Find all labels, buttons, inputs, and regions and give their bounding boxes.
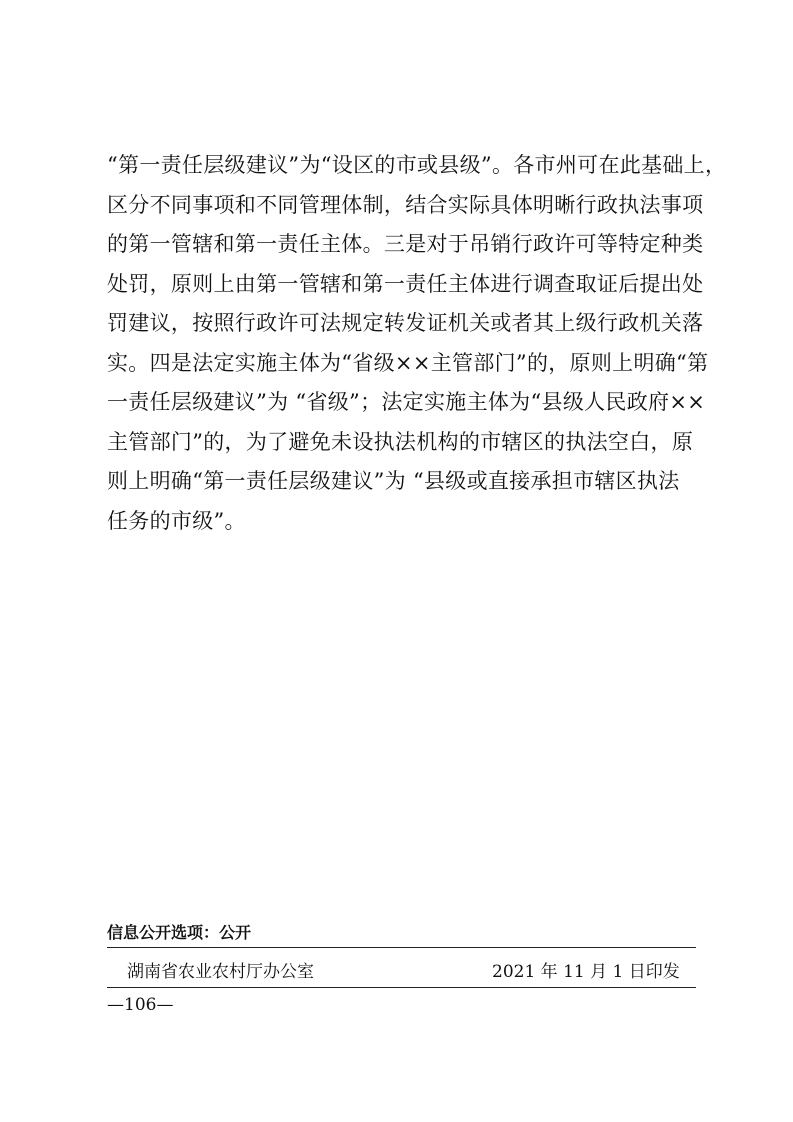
- body-line: 区分不同事项和不同管理体制，结合实际具体明晰行政执法事项: [107, 192, 704, 217]
- issuing-office: 湖南省农业农村厅办公室: [127, 962, 314, 982]
- body-line: 一责任层级建议”为 “省级”；法定实施主体为“县级人民政府××: [107, 390, 706, 414]
- body-line: “第一责任层级建议”为“设区的市或县级”。各市州可在此基础上，: [107, 153, 727, 177]
- body-line: 罚建议，按照行政许可法规定转发证机关或者其上级行政机关落: [107, 311, 704, 335]
- issue-date: 2021 年 11 月 1 日印发: [492, 962, 680, 982]
- body-line: 实。四是法定实施主体为“省级××主管部门”的，原则上明确“第: [107, 350, 709, 375]
- body-text: [107, 146, 727, 541]
- footer-divider-top: [107, 947, 696, 948]
- body-line: 任务的市级”。: [107, 508, 246, 533]
- body-line: 处罚，原则上由第一管辖和第一责任主体进行调查取证后提出处: [107, 271, 704, 296]
- page-number: —106—: [107, 995, 174, 1015]
- body-line: 则上明确“第一责任层级建议”为 “县级或直接承担市辖区执法: [107, 469, 680, 493]
- body-line: 的第一管辖和第一责任主体。三是对于吊销行政许可等特定种类: [107, 232, 704, 256]
- body-line: 主管部门”的，为了避免未设执法机构的市辖区的执法空白，原: [107, 429, 694, 454]
- disclosure-option: 信息公开选项：公开: [107, 923, 252, 942]
- footer-divider-bottom: [107, 987, 696, 988]
